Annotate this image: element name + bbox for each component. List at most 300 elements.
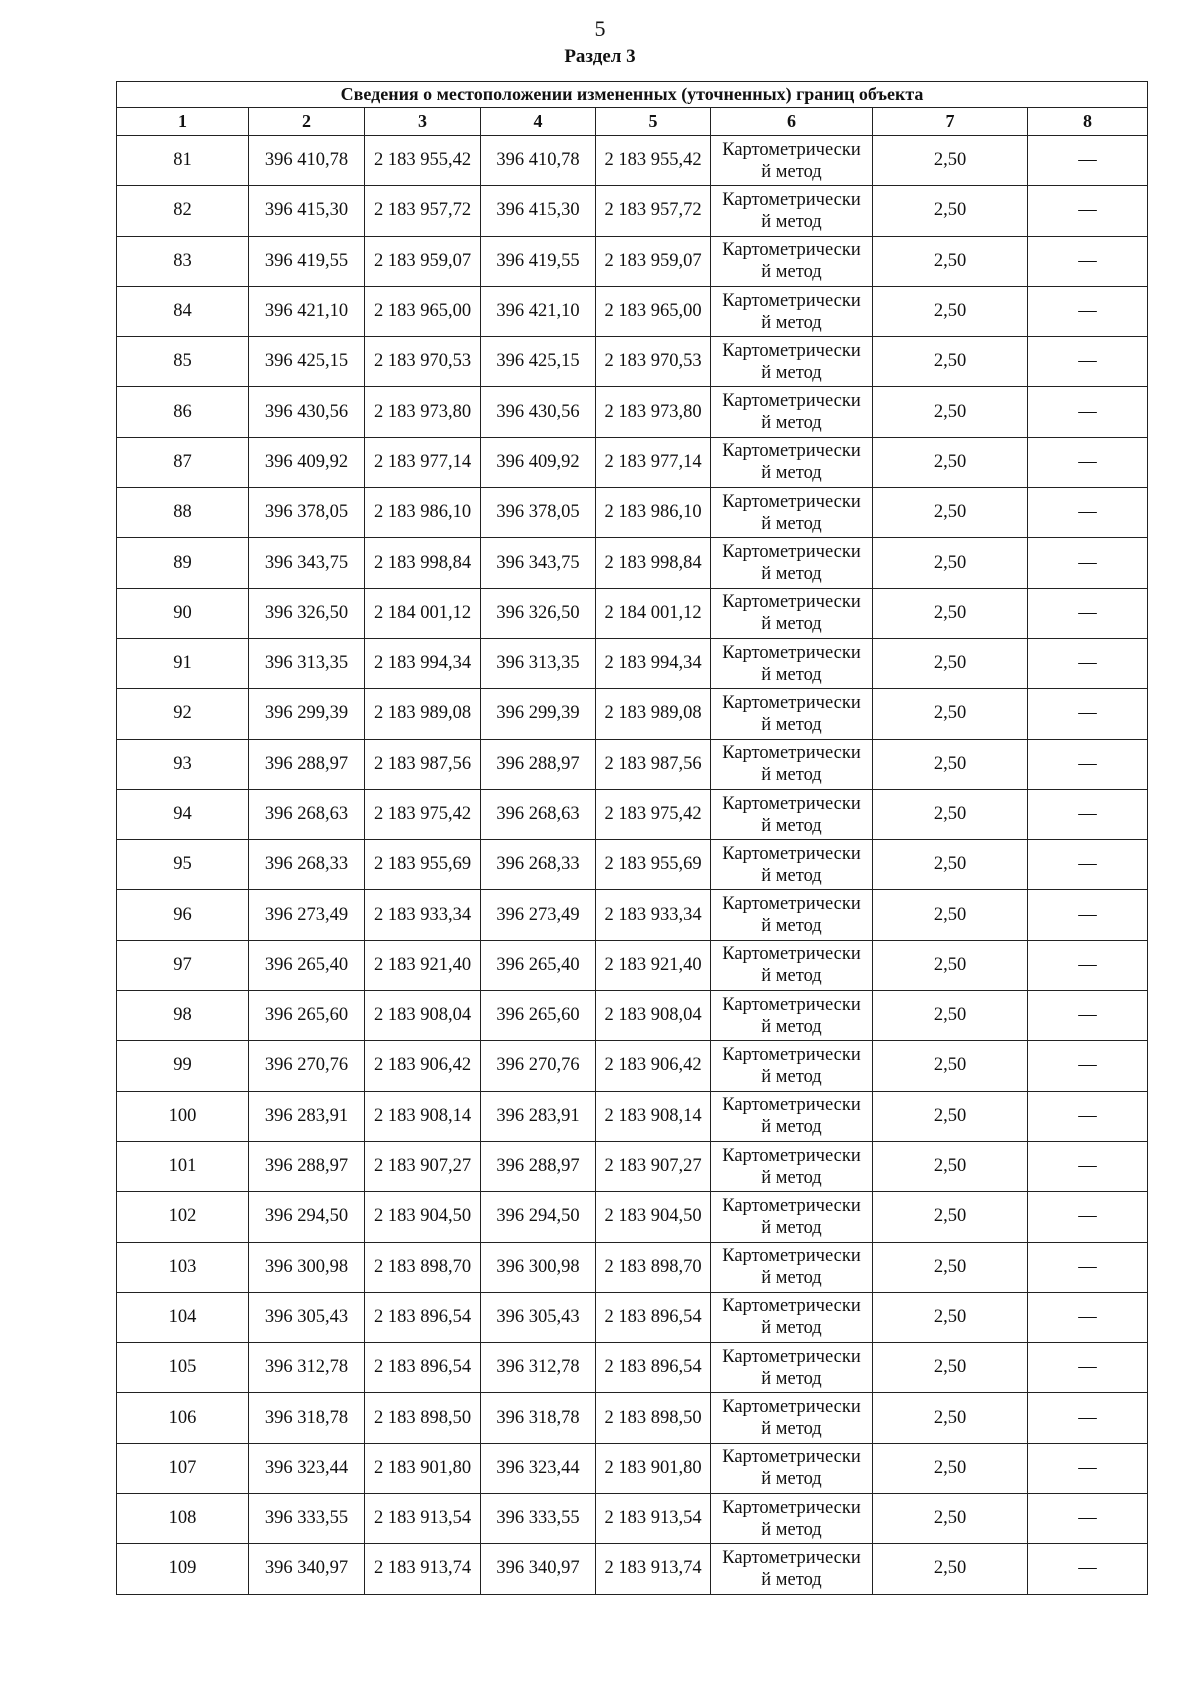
existing-x-cell: 396 299,39 — [249, 689, 365, 739]
existing-x-cell: 396 283,91 — [249, 1091, 365, 1141]
refined-x-cell: 396 323,44 — [481, 1443, 596, 1493]
method-cell — [711, 136, 873, 186]
existing-x-cell: 396 273,49 — [249, 890, 365, 940]
existing-y-cell: 2 184 001,12 — [365, 588, 481, 638]
refined-x-cell: 396 265,40 — [481, 940, 596, 990]
note-cell: — — [1028, 890, 1148, 940]
precision-cell: 2,50 — [873, 538, 1028, 588]
existing-x-cell: 396 268,33 — [249, 840, 365, 890]
table-row — [117, 538, 1148, 588]
refined-x-cell: 396 270,76 — [481, 1041, 596, 1091]
method-text-line: й метод — [761, 1368, 822, 1389]
note-cell: — — [1028, 387, 1148, 437]
refined-x-cell: 396 421,10 — [481, 286, 596, 336]
method-text-line: й метод — [761, 211, 822, 232]
refined-x-cell: 396 273,49 — [481, 890, 596, 940]
existing-x-cell: 396 268,63 — [249, 789, 365, 839]
method-text-line: й метод — [761, 664, 822, 685]
existing-y-cell: 2 183 955,69 — [365, 840, 481, 890]
existing-x-cell: 396 270,76 — [249, 1041, 365, 1091]
table-row — [117, 286, 1148, 336]
method-text-line: Картометрически — [722, 1397, 861, 1418]
existing-y-cell: 2 183 998,84 — [365, 538, 481, 588]
refined-x-cell: 396 265,60 — [481, 991, 596, 1041]
precision-cell: 2,50 — [873, 1393, 1028, 1443]
existing-x-cell: 396 430,56 — [249, 387, 365, 437]
note-cell: — — [1028, 1393, 1148, 1443]
precision-cell: 2,50 — [873, 337, 1028, 387]
refined-y-cell: 2 183 907,27 — [596, 1141, 711, 1191]
method-text-line: Картометрически — [722, 240, 861, 261]
refined-x-cell: 396 378,05 — [481, 488, 596, 538]
precision-cell: 2,50 — [873, 1544, 1028, 1594]
table-row — [117, 186, 1148, 236]
method-text-line: й метод — [761, 1066, 822, 1087]
refined-y-cell: 2 183 994,34 — [596, 638, 711, 688]
existing-x-cell: 396 326,50 — [249, 588, 365, 638]
precision-cell: 2,50 — [873, 689, 1028, 739]
refined-y-cell: 2 183 901,80 — [596, 1443, 711, 1493]
note-cell: — — [1028, 1443, 1148, 1493]
method-cell — [711, 286, 873, 336]
method-text-line: й метод — [761, 865, 822, 886]
note-cell: — — [1028, 488, 1148, 538]
table-row — [117, 789, 1148, 839]
table-caption: Сведения о местоположении измененных (уточненных) границ объекта — [117, 82, 1148, 108]
existing-y-cell: 2 183 994,34 — [365, 638, 481, 688]
point-number-cell: 93 — [117, 739, 249, 789]
point-number-cell: 85 — [117, 337, 249, 387]
section-title: Раздел 3 — [564, 46, 636, 67]
point-number-cell: 81 — [117, 136, 249, 186]
existing-y-cell: 2 183 986,10 — [365, 488, 481, 538]
refined-x-cell: 396 415,30 — [481, 186, 596, 236]
method-text-line: й метод — [761, 1318, 822, 1339]
refined-y-cell: 2 183 955,69 — [596, 840, 711, 890]
precision-cell: 2,50 — [873, 1091, 1028, 1141]
refined-x-cell: 396 300,98 — [481, 1242, 596, 1292]
precision-cell: 2,50 — [873, 991, 1028, 1041]
method-text-line: й метод — [761, 765, 822, 786]
method-text-line: й метод — [761, 966, 822, 987]
method-cell — [711, 236, 873, 286]
method-cell — [711, 1494, 873, 1544]
refined-x-cell: 396 343,75 — [481, 538, 596, 588]
note-cell: — — [1028, 1192, 1148, 1242]
precision-cell: 2,50 — [873, 890, 1028, 940]
page-number: 5 — [594, 16, 606, 41]
method-text-line: Картометрически — [722, 1346, 861, 1367]
precision-cell: 2,50 — [873, 437, 1028, 487]
method-text-line: й метод — [761, 1217, 822, 1238]
method-text-line: Картометрически — [722, 743, 861, 764]
method-text-line: й метод — [761, 312, 822, 333]
method-cell — [711, 789, 873, 839]
existing-y-cell: 2 183 987,56 — [365, 739, 481, 789]
precision-cell: 2,50 — [873, 588, 1028, 638]
method-text-line: й метод — [761, 513, 822, 534]
existing-y-cell: 2 183 965,00 — [365, 286, 481, 336]
refined-x-cell: 396 340,97 — [481, 1544, 596, 1594]
method-text-line: Картометрически — [722, 290, 861, 311]
refined-x-cell: 396 410,78 — [481, 136, 596, 186]
boundary-coordinates-table — [116, 81, 1148, 1595]
method-text-line: Картометрически — [722, 542, 861, 563]
existing-x-cell: 396 409,92 — [249, 437, 365, 487]
refined-y-cell: 2 183 933,34 — [596, 890, 711, 940]
existing-y-cell: 2 183 989,08 — [365, 689, 481, 739]
precision-cell: 2,50 — [873, 1343, 1028, 1393]
existing-x-cell: 396 288,97 — [249, 739, 365, 789]
refined-x-cell: 396 288,97 — [481, 1141, 596, 1191]
note-cell: — — [1028, 136, 1148, 186]
precision-cell: 2,50 — [873, 236, 1028, 286]
precision-cell: 2,50 — [873, 1443, 1028, 1493]
existing-x-cell: 396 343,75 — [249, 538, 365, 588]
existing-x-cell: 396 425,15 — [249, 337, 365, 387]
refined-x-cell: 396 313,35 — [481, 638, 596, 688]
table-row — [117, 1192, 1148, 1242]
point-number-cell: 92 — [117, 689, 249, 739]
point-number-cell: 82 — [117, 186, 249, 236]
column-header: 7 — [873, 108, 1028, 136]
table-row — [117, 488, 1148, 538]
note-cell: — — [1028, 236, 1148, 286]
method-cell — [711, 337, 873, 387]
method-text-line: Картометрически — [722, 441, 861, 462]
point-number-cell: 84 — [117, 286, 249, 336]
table-row — [117, 1041, 1148, 1091]
precision-cell: 2,50 — [873, 1141, 1028, 1191]
method-text-line: Картометрически — [722, 843, 861, 864]
method-text-line: й метод — [761, 1167, 822, 1188]
existing-y-cell: 2 183 957,72 — [365, 186, 481, 236]
existing-x-cell: 396 340,97 — [249, 1544, 365, 1594]
note-cell: — — [1028, 1494, 1148, 1544]
table-row — [117, 1393, 1148, 1443]
table-row — [117, 1343, 1148, 1393]
precision-cell: 2,50 — [873, 789, 1028, 839]
precision-cell: 2,50 — [873, 387, 1028, 437]
table-row — [117, 1494, 1148, 1544]
existing-y-cell: 2 183 973,80 — [365, 387, 481, 437]
existing-y-cell: 2 183 907,27 — [365, 1141, 481, 1191]
method-text-line: й метод — [761, 1569, 822, 1590]
refined-y-cell: 2 183 908,04 — [596, 991, 711, 1041]
point-number-cell: 97 — [117, 940, 249, 990]
refined-y-cell: 2 183 998,84 — [596, 538, 711, 588]
table-header-row — [117, 108, 1148, 136]
method-text-line: й метод — [761, 815, 822, 836]
table-row — [117, 588, 1148, 638]
table-row — [117, 236, 1148, 286]
table-row — [117, 1091, 1148, 1141]
refined-y-cell: 2 183 904,50 — [596, 1192, 711, 1242]
point-number-cell: 108 — [117, 1494, 249, 1544]
method-cell — [711, 1192, 873, 1242]
precision-cell: 2,50 — [873, 1192, 1028, 1242]
method-text-line: Картометрически — [722, 793, 861, 814]
method-cell — [711, 638, 873, 688]
existing-y-cell: 2 183 970,53 — [365, 337, 481, 387]
refined-x-cell: 396 430,56 — [481, 387, 596, 437]
method-text-line: й метод — [761, 614, 822, 635]
method-text-line: й метод — [761, 1016, 822, 1037]
method-cell — [711, 387, 873, 437]
method-text-line: й метод — [761, 413, 822, 434]
existing-y-cell: 2 183 904,50 — [365, 1192, 481, 1242]
existing-y-cell: 2 183 898,50 — [365, 1393, 481, 1443]
method-text-line: Картометрически — [722, 340, 861, 361]
existing-y-cell: 2 183 977,14 — [365, 437, 481, 487]
column-header: 8 — [1028, 108, 1148, 136]
note-cell: — — [1028, 739, 1148, 789]
point-number-cell: 89 — [117, 538, 249, 588]
method-text-line: Картометрически — [722, 894, 861, 915]
method-text-line: Картометрически — [722, 692, 861, 713]
existing-x-cell: 396 265,60 — [249, 991, 365, 1041]
method-text-line: Картометрически — [722, 592, 861, 613]
method-text-line: Картометрически — [722, 139, 861, 160]
method-cell — [711, 186, 873, 236]
existing-y-cell: 2 183 896,54 — [365, 1343, 481, 1393]
refined-x-cell: 396 294,50 — [481, 1192, 596, 1242]
refined-y-cell: 2 183 957,72 — [596, 186, 711, 236]
note-cell: — — [1028, 1242, 1148, 1292]
refined-x-cell: 396 318,78 — [481, 1393, 596, 1443]
note-cell: — — [1028, 1544, 1148, 1594]
method-text-line: Картометрически — [722, 1547, 861, 1568]
refined-x-cell: 396 326,50 — [481, 588, 596, 638]
table-row — [117, 1544, 1148, 1594]
existing-x-cell: 396 313,35 — [249, 638, 365, 688]
existing-y-cell: 2 183 906,42 — [365, 1041, 481, 1091]
note-cell: — — [1028, 840, 1148, 890]
precision-cell: 2,50 — [873, 1242, 1028, 1292]
method-text-line: й метод — [761, 1519, 822, 1540]
refined-x-cell: 396 288,97 — [481, 739, 596, 789]
method-text-line: й метод — [761, 1117, 822, 1138]
table-row — [117, 337, 1148, 387]
table-row — [117, 840, 1148, 890]
point-number-cell: 95 — [117, 840, 249, 890]
note-cell: — — [1028, 186, 1148, 236]
method-text-line: й метод — [761, 916, 822, 937]
method-text-line: й метод — [761, 362, 822, 383]
existing-x-cell: 396 410,78 — [249, 136, 365, 186]
method-text-line: Картометрически — [722, 1145, 861, 1166]
method-cell — [711, 739, 873, 789]
method-cell — [711, 890, 873, 940]
table-row — [117, 940, 1148, 990]
existing-x-cell: 396 305,43 — [249, 1292, 365, 1342]
method-cell — [711, 437, 873, 487]
method-cell — [711, 991, 873, 1041]
existing-x-cell: 396 415,30 — [249, 186, 365, 236]
note-cell: — — [1028, 538, 1148, 588]
existing-x-cell: 396 421,10 — [249, 286, 365, 336]
refined-x-cell: 396 268,33 — [481, 840, 596, 890]
method-cell — [711, 1292, 873, 1342]
method-text-line: Картометрически — [722, 491, 861, 512]
precision-cell: 2,50 — [873, 1494, 1028, 1544]
point-number-cell: 83 — [117, 236, 249, 286]
refined-x-cell: 396 312,78 — [481, 1343, 596, 1393]
point-number-cell: 103 — [117, 1242, 249, 1292]
table-body — [117, 136, 1148, 1595]
point-number-cell: 106 — [117, 1393, 249, 1443]
method-cell — [711, 1443, 873, 1493]
note-cell: — — [1028, 1141, 1148, 1191]
method-cell — [711, 538, 873, 588]
table-row — [117, 136, 1148, 186]
existing-y-cell: 2 183 975,42 — [365, 789, 481, 839]
refined-x-cell: 396 333,55 — [481, 1494, 596, 1544]
point-number-cell: 88 — [117, 488, 249, 538]
method-text-line: Картометрически — [722, 944, 861, 965]
method-text-line: й метод — [761, 1419, 822, 1440]
note-cell: — — [1028, 689, 1148, 739]
refined-x-cell: 396 268,63 — [481, 789, 596, 839]
method-text-line: Картометрически — [722, 1044, 861, 1065]
point-number-cell: 107 — [117, 1443, 249, 1493]
method-cell — [711, 689, 873, 739]
method-text-line: Картометрически — [722, 1195, 861, 1216]
existing-x-cell: 396 378,05 — [249, 488, 365, 538]
method-text-line: Картометрически — [722, 1497, 861, 1518]
precision-cell: 2,50 — [873, 1041, 1028, 1091]
point-number-cell: 101 — [117, 1141, 249, 1191]
precision-cell: 2,50 — [873, 840, 1028, 890]
refined-y-cell: 2 184 001,12 — [596, 588, 711, 638]
refined-y-cell: 2 183 970,53 — [596, 337, 711, 387]
table-row — [117, 387, 1148, 437]
method-text-line: й метод — [761, 161, 822, 182]
table-row — [117, 1292, 1148, 1342]
refined-y-cell: 2 183 975,42 — [596, 789, 711, 839]
existing-y-cell: 2 183 898,70 — [365, 1242, 481, 1292]
precision-cell: 2,50 — [873, 1292, 1028, 1342]
refined-y-cell: 2 183 896,54 — [596, 1343, 711, 1393]
method-cell — [711, 840, 873, 890]
table-row — [117, 991, 1148, 1041]
method-cell — [711, 1041, 873, 1091]
method-text-line: Картометрически — [722, 189, 861, 210]
existing-y-cell: 2 183 913,54 — [365, 1494, 481, 1544]
point-number-cell: 100 — [117, 1091, 249, 1141]
refined-y-cell: 2 183 955,42 — [596, 136, 711, 186]
method-cell — [711, 488, 873, 538]
note-cell: — — [1028, 286, 1148, 336]
method-cell — [711, 1393, 873, 1443]
table-row — [117, 739, 1148, 789]
point-number-cell: 104 — [117, 1292, 249, 1342]
method-cell — [711, 588, 873, 638]
column-header: 3 — [365, 108, 481, 136]
point-number-cell: 99 — [117, 1041, 249, 1091]
table-row — [117, 1443, 1148, 1493]
method-text-line: й метод — [761, 564, 822, 585]
existing-y-cell: 2 183 896,54 — [365, 1292, 481, 1342]
method-text-line: Картометрически — [722, 1296, 861, 1317]
point-number-cell: 90 — [117, 588, 249, 638]
precision-cell: 2,50 — [873, 286, 1028, 336]
existing-x-cell: 396 318,78 — [249, 1393, 365, 1443]
note-cell: — — [1028, 638, 1148, 688]
column-header: 1 — [117, 108, 249, 136]
refined-y-cell: 2 183 913,74 — [596, 1544, 711, 1594]
column-header: 4 — [481, 108, 596, 136]
precision-cell: 2,50 — [873, 136, 1028, 186]
refined-y-cell: 2 183 898,50 — [596, 1393, 711, 1443]
existing-y-cell: 2 183 933,34 — [365, 890, 481, 940]
note-cell: — — [1028, 940, 1148, 990]
table-row — [117, 638, 1148, 688]
refined-y-cell: 2 183 959,07 — [596, 236, 711, 286]
method-text-line: Картометрически — [722, 1246, 861, 1267]
table-row — [117, 689, 1148, 739]
method-text-line: й метод — [761, 463, 822, 484]
method-cell — [711, 940, 873, 990]
note-cell: — — [1028, 991, 1148, 1041]
precision-cell: 2,50 — [873, 186, 1028, 236]
note-cell: — — [1028, 1343, 1148, 1393]
existing-x-cell: 396 323,44 — [249, 1443, 365, 1493]
method-cell — [711, 1141, 873, 1191]
note-cell: — — [1028, 789, 1148, 839]
existing-y-cell: 2 183 955,42 — [365, 136, 481, 186]
method-text-line: Картометрически — [722, 1095, 861, 1116]
table-row — [117, 890, 1148, 940]
existing-y-cell: 2 183 901,80 — [365, 1443, 481, 1493]
method-text-line: й метод — [761, 1469, 822, 1490]
existing-y-cell: 2 183 959,07 — [365, 236, 481, 286]
column-header: 6 — [711, 108, 873, 136]
refined-x-cell: 396 305,43 — [481, 1292, 596, 1342]
point-number-cell: 109 — [117, 1544, 249, 1594]
precision-cell: 2,50 — [873, 488, 1028, 538]
refined-x-cell: 396 409,92 — [481, 437, 596, 487]
note-cell: — — [1028, 1091, 1148, 1141]
method-text-line: Картометрически — [722, 1447, 861, 1468]
precision-cell: 2,50 — [873, 638, 1028, 688]
refined-y-cell: 2 183 906,42 — [596, 1041, 711, 1091]
method-text-line: Картометрически — [722, 642, 861, 663]
refined-y-cell: 2 183 977,14 — [596, 437, 711, 487]
note-cell: — — [1028, 1041, 1148, 1091]
existing-y-cell: 2 183 921,40 — [365, 940, 481, 990]
existing-x-cell: 396 300,98 — [249, 1242, 365, 1292]
refined-y-cell: 2 183 989,08 — [596, 689, 711, 739]
method-cell — [711, 1343, 873, 1393]
precision-cell: 2,50 — [873, 739, 1028, 789]
point-number-cell: 102 — [117, 1192, 249, 1242]
table-row — [117, 1242, 1148, 1292]
refined-y-cell: 2 183 913,54 — [596, 1494, 711, 1544]
table-row — [117, 1141, 1148, 1191]
method-text-line: Картометрически — [722, 994, 861, 1015]
note-cell: — — [1028, 337, 1148, 387]
refined-x-cell: 396 299,39 — [481, 689, 596, 739]
refined-y-cell: 2 183 908,14 — [596, 1091, 711, 1141]
refined-x-cell: 396 419,55 — [481, 236, 596, 286]
method-cell — [711, 1242, 873, 1292]
method-text-line: й метод — [761, 1268, 822, 1289]
existing-x-cell: 396 419,55 — [249, 236, 365, 286]
existing-y-cell: 2 183 908,04 — [365, 991, 481, 1041]
existing-y-cell: 2 183 913,74 — [365, 1544, 481, 1594]
table-caption-row — [117, 82, 1148, 108]
